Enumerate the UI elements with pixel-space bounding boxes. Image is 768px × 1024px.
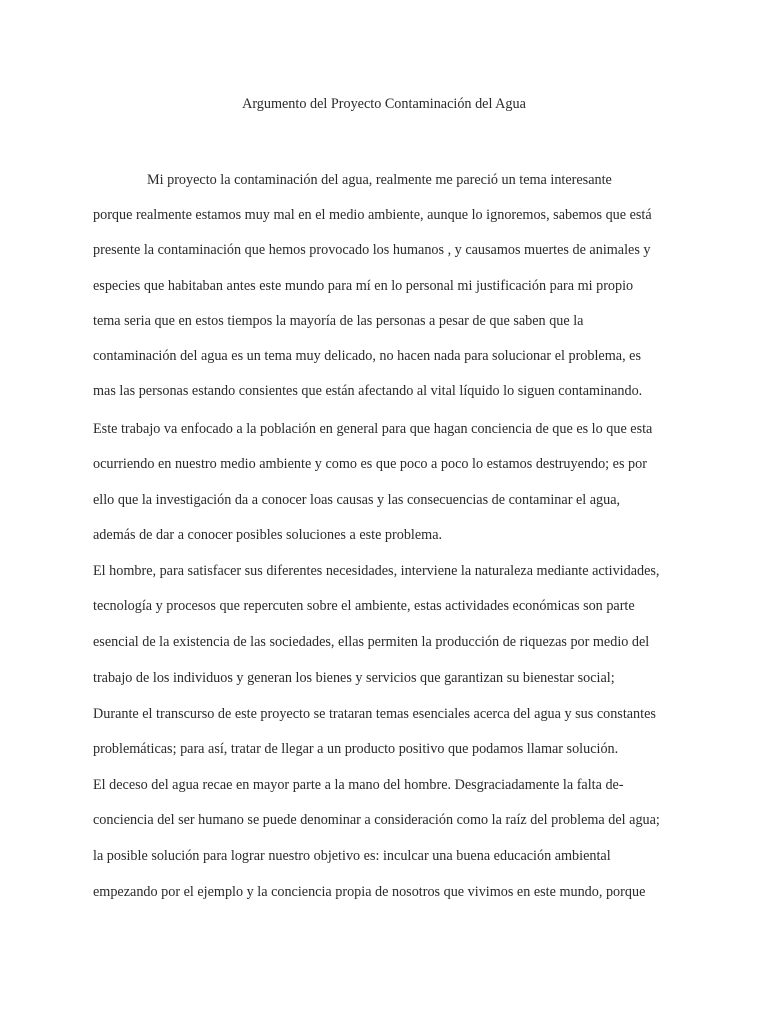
- text-line: porque realmente estamos muy mal en el medio ambiente, aunque lo ignoremos, sabemos que está: [93, 207, 652, 223]
- text-line: trabajo de los individuos y generan los bienes y servicios que garantizan su bienestar social;: [93, 670, 615, 686]
- text-line: la posible solución para lograr nuestro objetivo es: inculcar una buena educación ambiental: [93, 848, 611, 864]
- text-line: ello que la investigación da a conocer loas causas y las consecuencias de contaminar el agua,: [93, 492, 621, 508]
- text-line: conciencia del ser humano se puede denominar a consideración como la raíz del problema del agua;: [93, 812, 660, 828]
- text-line: mas las personas estando consientes que están afectando al vital líquido lo siguen contaminando.: [93, 383, 643, 399]
- text-line: especies que habitaban antes este mundo para mí en lo personal mi justificación para mi propio: [93, 278, 634, 294]
- text-line: presente la contaminación que hemos provocado los humanos , y causamos muertes de animales y: [93, 242, 651, 258]
- text-line: Mi proyecto la contaminación del agua, realmente me pareció un tema interesante: [147, 172, 612, 188]
- text-line: tecnología y procesos que repercuten sobre el ambiente, estas actividades económicas son parte: [93, 598, 635, 614]
- text-line: problemáticas; para así, tratar de llegar a un producto positivo que podamos llamar solución.: [93, 741, 619, 757]
- text-line: esencial de la existencia de las sociedades, ellas permiten la producción de riquezas por medio del: [93, 634, 650, 650]
- document-title: Argumento del Proyecto Contaminación del Agua: [242, 96, 526, 112]
- text-line: ocurriendo en nuestro medio ambiente y como es que poco a poco lo estamos destruyendo; es por: [93, 456, 647, 472]
- text-line: además de dar a conocer posibles soluciones a este problema.: [93, 527, 443, 543]
- text-line: empezando por el ejemplo y la conciencia propia de nosotros que vivimos en este mundo, porque: [93, 884, 646, 900]
- text-line: El deceso del agua recae en mayor parte a la mano del hombre. Desgraciadamente la falta de-: [93, 777, 624, 793]
- text-line: Durante el transcurso de este proyecto se trataran temas esenciales acerca del agua y sus constantes: [93, 706, 656, 722]
- text-line: El hombre, para satisfacer sus diferentes necesidades, interviene la naturaleza mediante actividades,: [93, 563, 660, 579]
- text-line: contaminación del agua es un tema muy delicado, no hacen nada para solucionar el problema, es: [93, 348, 641, 364]
- text-line: tema seria que en estos tiempos la mayoría de las personas a pesar de que saben que la: [93, 313, 584, 329]
- text-line: Este trabajo va enfocado a la población en general para que hagan conciencia de que es lo que esta: [93, 421, 653, 437]
